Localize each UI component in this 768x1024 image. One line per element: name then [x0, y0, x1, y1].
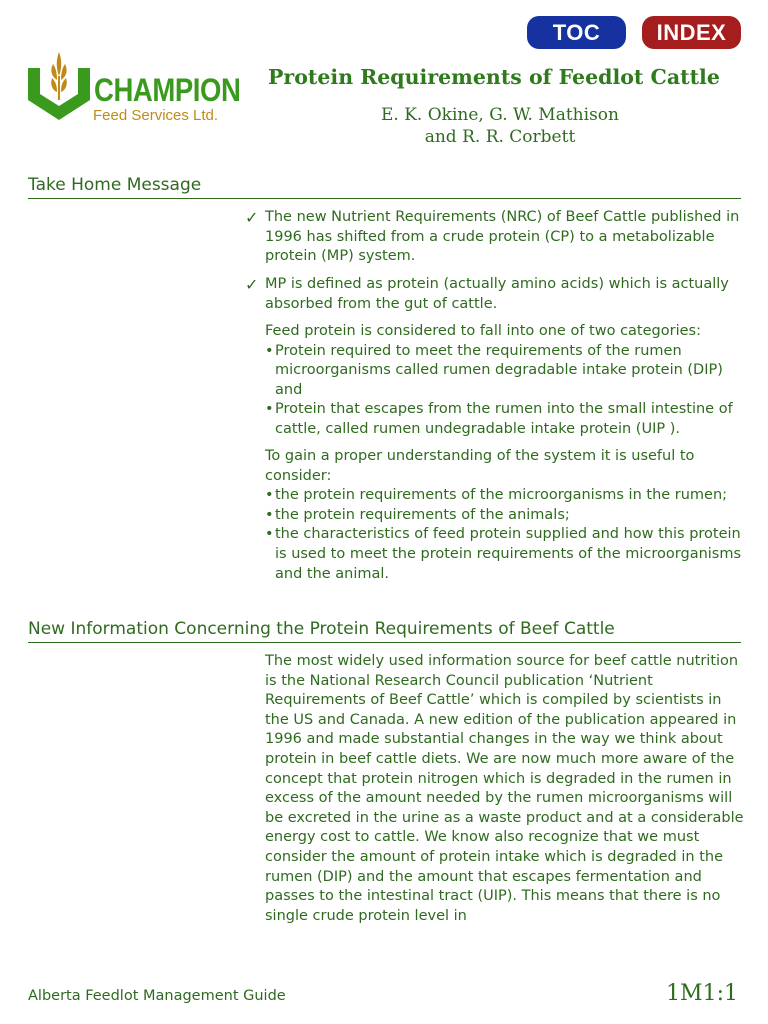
bullet-item: • the protein requirements of the animals; [265, 506, 745, 526]
page-number: 1M1:1 [666, 981, 738, 1006]
checkmark-icon: ✓ [245, 275, 259, 294]
paragraph: Feed protein is considered to fall into one of two categories: [265, 323, 701, 339]
check-text: The new Nutrient Requirements (NRC) of Beef Cattle published in 1996 has shifted from a crude protein (CP) to a metabolizable protein (MP) system. [265, 209, 740, 265]
authors-line-1: E. K. Okine, G. W. Mathison [381, 105, 619, 125]
checkmark-icon: ✓ [245, 208, 259, 227]
bullet-item: • the characteristics of feed protein supplied and how this protein is used to meet the protein requirements of the microorganisms and the animal. [265, 525, 745, 584]
check-item [245, 275, 745, 314]
check-text: MP is defined as protein (actually amino acids) which is actually absorbed from the gut of cattle. [265, 276, 729, 312]
toc-button[interactable]: TOC [527, 16, 626, 49]
bullet-item: • Protein required to meet the requirements of the rumen microorganisms called rumen degradable intake protein (DIP) and [265, 342, 745, 401]
system-considerations [265, 447, 745, 584]
page-title: Protein Requirements of Feedlot Cattle [268, 65, 720, 89]
protein-categories [265, 322, 745, 440]
check-item [245, 208, 745, 267]
logo-subtitle: Feed Services Ltd. [93, 107, 219, 124]
wheat-shield-icon [26, 50, 92, 122]
bullet-item: • Protein that escapes from the rumen into the small intestine of cattle, called rumen undegradable intake protein (UIP ). [265, 400, 745, 439]
body-text [265, 652, 745, 926]
footer-guide-title: Alberta Feedlot Management Guide [28, 988, 286, 1004]
logo-name: CHAMPION [94, 72, 241, 108]
section-heading-new-information: New Information Concerning the Protein Requirements of Beef Cattle [28, 618, 741, 643]
authors-line-2: and R. R. Corbett [424, 127, 576, 147]
paragraph: The most widely used information source for beef cattle nutrition is the National Research Council publication ‘Nutrient Requirements of Beef Cattle’ which is compiled by scientists in the US and Canada. A new edition of the publication appeared in 1996 and made substantial changes in the way we think about protein in beef cattle diets. We are now much more aware of the concept that protein nitrogen which is degraded in the rumen in excess of the amount needed by the rumen microorganisms will be excreted in the urine as a waste product and at a considerable energy cost to cattle. We know also recognize that we must consider the amount of protein intake which is degraded in the rumen (DIP) and the amount that escapes fermentation and passes to the intestinal tract (UIP). This means that there is no single crude protein level in [265, 653, 744, 924]
champion-logo [26, 50, 256, 130]
authors [320, 104, 680, 148]
index-button[interactable]: INDEX [642, 16, 741, 49]
bullet-item: • the protein requirements of the microorganisms in the rumen; [265, 486, 745, 506]
section-heading-take-home: Take Home Message [28, 174, 741, 199]
paragraph: To gain a proper understanding of the system it is useful to consider: [265, 448, 695, 484]
